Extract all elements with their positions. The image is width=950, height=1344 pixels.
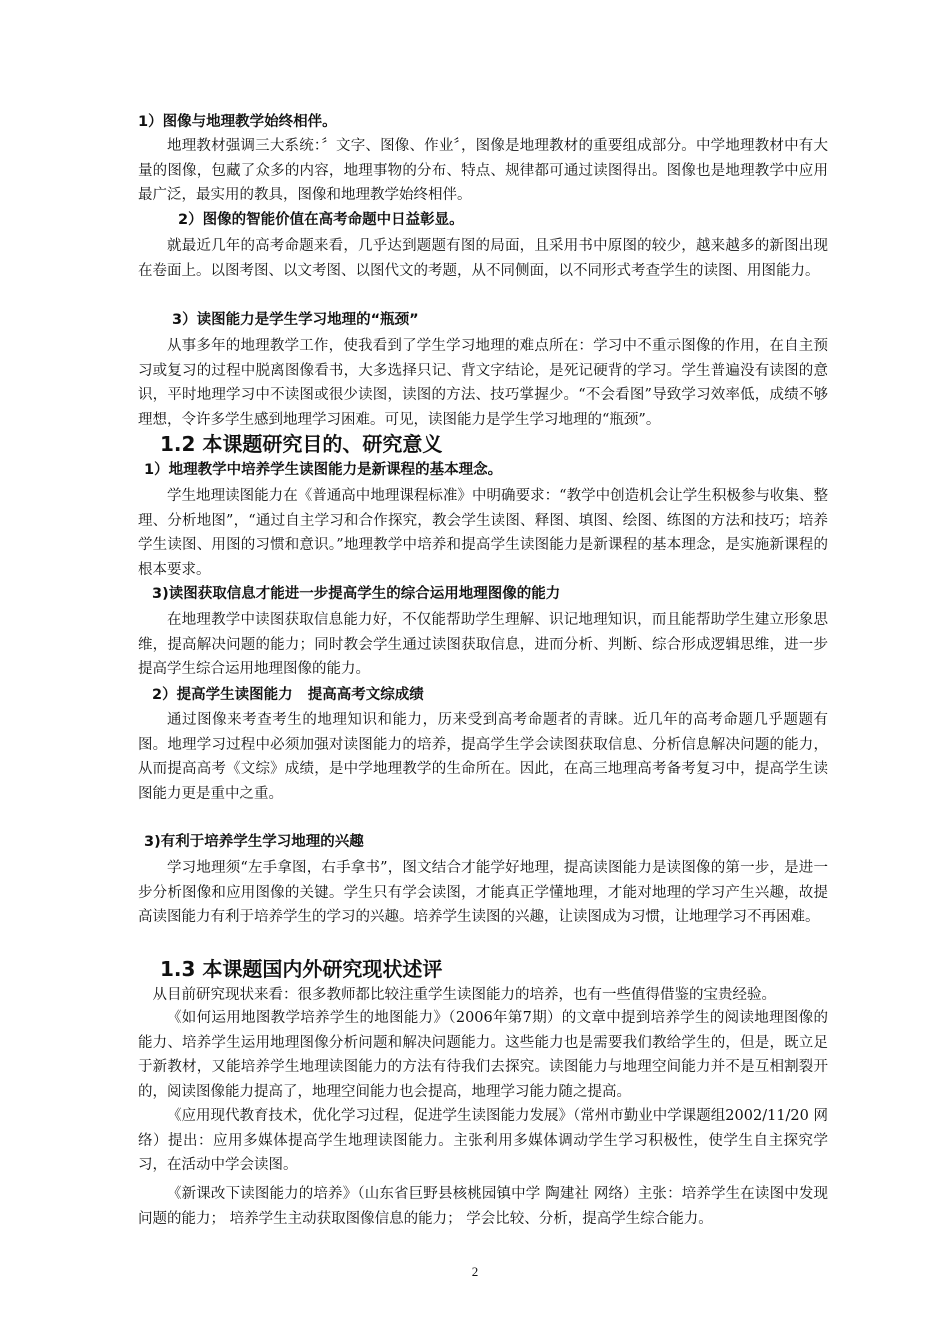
paragraph-4: 学生地理读图能力在《普通高中地理课程标准》中明确要求：“教学中创造机会让学生积极参与收集、整理、分析地图”，“通过自主学习和合作探究，教会学生读图、释图、填图、绘图、练图的方法和技巧；培养学生读图、用图的习惯和意识。”地理教学中培养和提高学生读图能力是新课程的基本理念，是实施新课程的根本要求。: [138, 488, 828, 578]
paragraph-9: 《如何运用地图教学培养学生的地图能力》（2006年第7期）的文章中提到培养学生的阅读地理图像的能力、培养学生运用地理图像分析问题和解决问题能力。这些能力也是需要我们教给学生的，但是，既立足于新教材，又能培养学生地理读图能力的方法有待我们去探究。读图能力与地理空间能力并不是互相割裂开的，阅读图像能力提高了，地理空间能力也会提高，地理学习能力随之提高。: [138, 1010, 828, 1100]
subheading-1: 1）图像与地理教学始终相伴。: [138, 114, 337, 130]
page-number: 2: [471, 1264, 479, 1279]
subheading-2: 2）图像的智能价值在高考命题中日益彰显。: [178, 212, 464, 228]
paragraph-6: 通过图像来考查考生的地理知识和能力，历来受到高考命题者的青睐。近几年的高考命题几乎题题有图。地理学习过程中必须加强对读图能力的培养，提高学生学会读图获取信息、分析信息解决问题的能力，从而提高高考《文综》成绩，是中学地理教学的生命所在。因此，在高三地理高考备考复习中，提高学生读图能力更是重中之重。: [138, 712, 828, 802]
paragraph-5: 在地理教学中读图获取信息能力好，不仅能帮助学生理解、识记地理知识，而且能帮助学生建立形象思维，提高解决问题的能力；同时教会学生通过读图获取信息，进而分析、判断、综合形成逻辑思维，进一步提高学生综合运用地理图像的能力。: [138, 612, 828, 678]
paragraph-7: 学习地理须“左手拿图，右手拿书”，图文结合才能学好地理，提高读图能力是读图像的第一步，是进一步分析图像和应用图像的关键。学生只有学会读图，才能真正学懂地理，才能对地理的学习产生兴趣，故提高读图能力有利于培养学生的学习的兴趣。培养学生读图的兴趣，让读图成为习惯，让地理学习不再困难。: [138, 860, 828, 926]
paragraph-10: 《应用现代教育技术，优化学习过程，促进学生读图能力发展》（常州市勤业中学课题组2002/11/20 网络）提出：应用多媒体提高学生地理读图能力。主张利用多媒体调动学生学习积极性，使学生自主探究学习，在活动中学会读图。: [138, 1108, 828, 1174]
subheading-4: 1）地理教学中培养学生读图能力是新课程的基本理念。: [144, 462, 503, 478]
section-title-1-3: 1.3 本课题国内外研究现状述评: [160, 957, 443, 981]
section-title-1-2: 1.2 本课题研究目的、研究意义: [160, 432, 443, 456]
paragraph-1: 地理教材强调三大系统：〞文字、图像、作业〞，图像是地理教材的重要组成部分。中学地理教材中有大量的图像，包藏了众多的内容，地理事物的分布、特点、规律都可通过读图得出。图像也是地理教学中应用最广泛，最实用的教具，图像和地理教学始终相伴。: [138, 138, 828, 204]
subheading-6: 2）提高学生读图能力 提高高考文综成绩: [152, 687, 424, 703]
paragraph-8: 从目前研究现状来看：很多教师都比较注重学生读图能力的培养，也有一些值得借鉴的宝贵经验。: [152, 987, 776, 1003]
paragraph-11: 《新课改下读图能力的培养》（山东省巨野县核桃园镇中学 陶建社 网络）主张：培养学生在读图中发现问题的能力； 培养学生主动获取图像信息的能力； 学会比较、分析，提高学生综合能力。: [138, 1186, 828, 1227]
paragraph-3: 从事多年的地理教学工作，使我看到了学生学习地理的难点所在：学习中不重示图像的作用，在自主预习或复习的过程中脱离图像看书，大多选择只记、背文字结论，是死记硬背的学习。学生普遍没有读图的意识，平时地理学习中不读图或很少读图，读图的方法、技巧掌握少。“不会看图”导致学习效率低，成绩不够理想，令许多学生感到地理学习困难。可见，读图能力是学生学习地理的“瓶颈”。: [138, 338, 828, 428]
paragraph-2: 就最近几年的高考命题来看，几乎达到题题有图的局面，且采用书中原图的较少，越来越多的新图出现在卷面上。以图考图、以文考图、以图代文的考题，从不同侧面，以不同形式考查学生的读图、用图能力。: [138, 238, 828, 279]
subheading-5: 3)读图获取信息才能进一步提高学生的综合运用地理图像的能力: [152, 586, 561, 602]
subheading-7: 3)有利于培养学生学习地理的兴趣: [144, 834, 364, 850]
subheading-3: 3）读图能力是学生学习地理的“瓶颈”: [172, 312, 419, 328]
